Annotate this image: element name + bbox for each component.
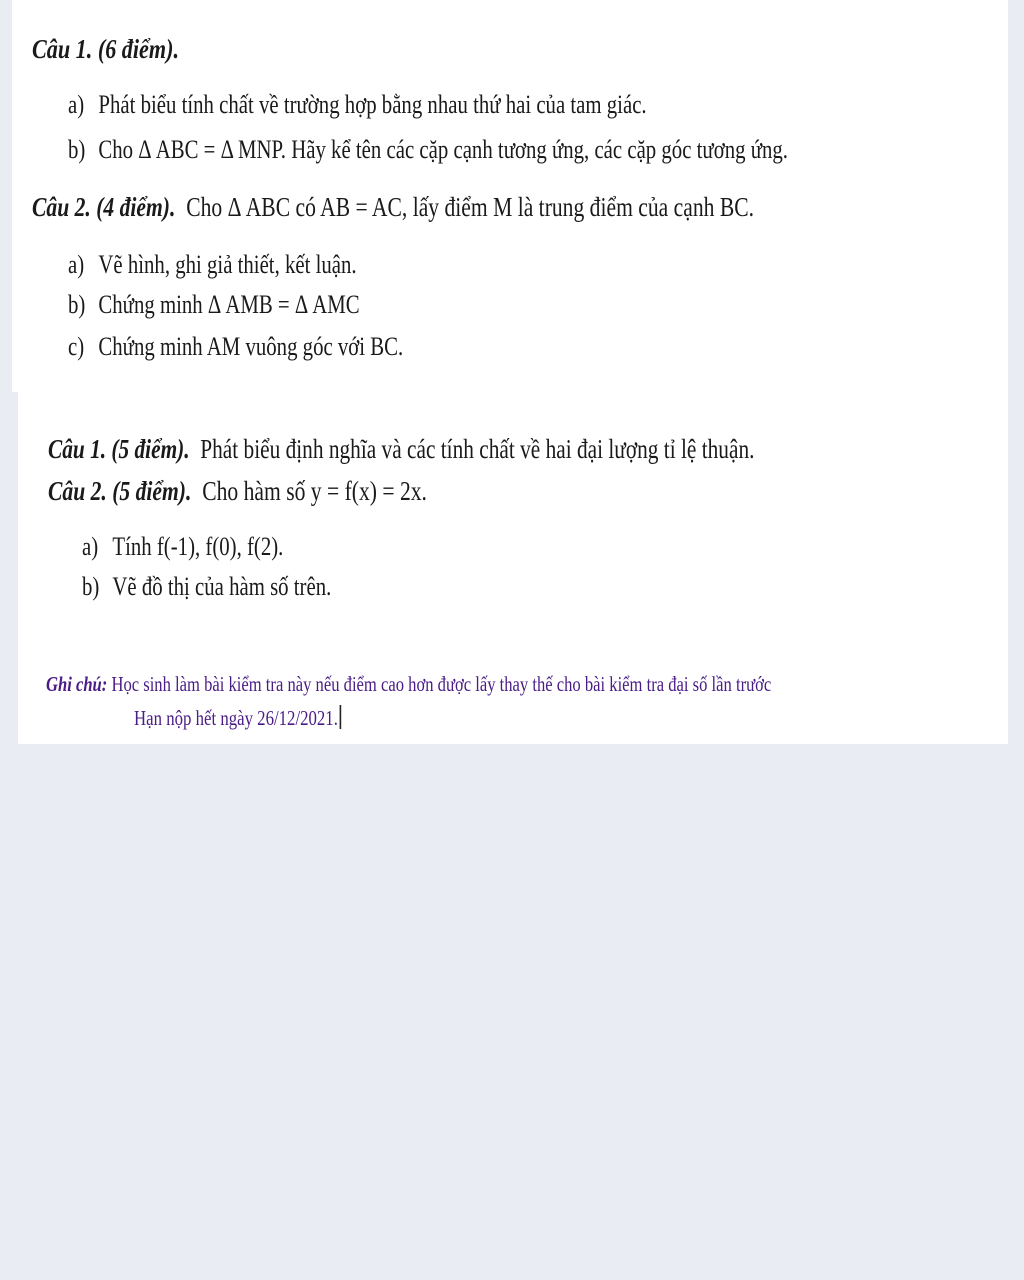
text-cursor	[340, 705, 342, 729]
question-1-text: Phát biểu định nghĩa và các tính chất về hai đại lượng tỉ lệ thuận.	[200, 434, 755, 464]
question-2-text: Cho hàm số y = f(x) = 2x.	[202, 476, 427, 506]
question-2-item-b	[68, 288, 360, 322]
item-marker: a)	[82, 532, 99, 561]
item-marker: a)	[68, 250, 85, 279]
question-2-item-a	[82, 530, 283, 564]
question-1-item-b	[68, 133, 788, 167]
note-text: Học sinh làm bài kiểm tra này nếu điểm cao hơn được lấy thay thế cho bài kiểm tra đại số lần trước	[111, 672, 772, 696]
item-text: Tính f(-1), f(0), f(2).	[112, 532, 284, 561]
deadline-text: Hạn nộp hết ngày 26/12/2021.	[134, 706, 338, 730]
question-1-line	[48, 432, 754, 466]
question-2-heading: Câu 2. (4 điểm).	[32, 192, 176, 222]
question-2-item-a	[68, 248, 357, 282]
item-marker: c)	[68, 332, 85, 361]
worksheet-part-1	[12, 0, 1008, 392]
question-2-text: Cho Δ ABC có AB = AC, lấy điểm M là trung điểm của cạnh BC.	[186, 192, 755, 222]
item-marker: b)	[82, 572, 100, 601]
item-marker: b)	[68, 135, 86, 164]
question-2-item-b	[82, 570, 331, 604]
question-2-item-c	[68, 330, 403, 364]
question-2-line	[48, 474, 427, 508]
item-marker: b)	[68, 290, 86, 319]
item-text: Chứng minh AM vuông góc với BC.	[98, 332, 404, 361]
worksheet-part-2	[18, 392, 1008, 744]
item-text: Vẽ đồ thị của hàm số trên.	[112, 572, 332, 601]
question-2-line	[32, 190, 754, 224]
question-1-item-a	[68, 88, 647, 122]
item-text: Cho Δ ABC = Δ MNP. Hãy kể tên các cặp cạnh tương ứng, các cặp góc tương ứng.	[98, 135, 788, 164]
note-line	[46, 670, 771, 698]
question-2-heading: Câu 2. (5 điểm).	[48, 476, 192, 506]
question-1-heading: Câu 1. (5 điểm).	[48, 434, 190, 464]
item-text: Vẽ hình, ghi giả thiết, kết luận.	[98, 250, 357, 279]
item-text: Phát biểu tính chất về trường hợp bằng nhau thứ hai của tam giác.	[98, 90, 647, 119]
item-text: Chứng minh Δ AMB = Δ AMC	[98, 290, 360, 319]
note-label: Ghi chú:	[46, 672, 108, 696]
question-1-heading: Câu 1. (6 điểm).	[32, 34, 179, 64]
deadline-line	[134, 704, 341, 732]
item-marker: a)	[68, 90, 85, 119]
